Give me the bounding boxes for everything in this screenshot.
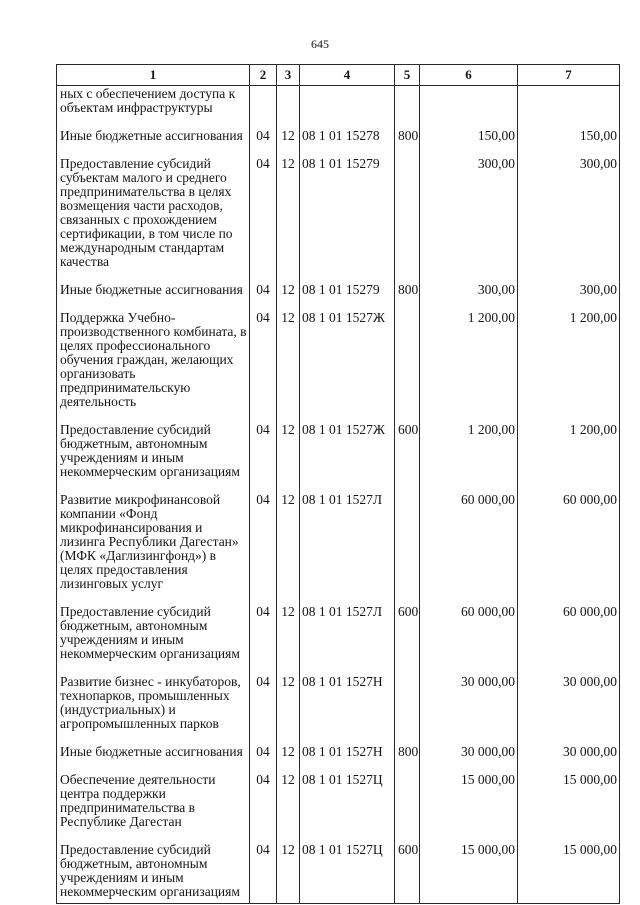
row-expense-type: [395, 157, 420, 283]
row-target-code: 08 1 01 1527Н: [300, 745, 395, 773]
row-amount-year-1: [420, 86, 518, 130]
row-name: ных с обеспечением доступа к объектам инфраструктуры: [57, 86, 250, 130]
header-col-2: 2: [250, 65, 277, 86]
row-name: Предоставление субсидий бюджетным, автономным учреждениям и иным некоммерческим организациям: [57, 605, 250, 675]
row-target-code: 08 1 01 1527Ц: [300, 773, 395, 843]
table-row: [57, 283, 620, 311]
row-section: 04: [250, 129, 277, 157]
row-amount-year-2: 30 000,00: [518, 745, 620, 773]
row-expense-type: [395, 311, 420, 423]
row-amount-year-2: 30 000,00: [518, 675, 620, 745]
row-expense-type: 600: [395, 423, 420, 493]
row-amount-year-2: 15 000,00: [518, 843, 620, 904]
row-subsection: 12: [277, 843, 300, 904]
header-col-3: 3: [277, 65, 300, 86]
row-expense-type: 600: [395, 843, 420, 904]
row-target-code: 08 1 01 15278: [300, 129, 395, 157]
row-amount-year-1: 60 000,00: [420, 493, 518, 605]
row-amount-year-1: 1 200,00: [420, 423, 518, 493]
row-name: Предоставление субсидий субъектам малого и среднего предпринимательства в целях возмещения части расходов, связанных с прохождением сертификации, в том числе по международным стандартам качества: [57, 157, 250, 283]
row-subsection: 12: [277, 493, 300, 605]
row-expense-type: 800: [395, 745, 420, 773]
row-section: 04: [250, 843, 277, 904]
row-target-code: 08 1 01 1527Ц: [300, 843, 395, 904]
row-expense-type: [395, 773, 420, 843]
row-subsection: 12: [277, 129, 300, 157]
row-name: Иные бюджетные ассигнования: [57, 283, 250, 311]
row-subsection: 12: [277, 745, 300, 773]
row-amount-year-1: 1 200,00: [420, 311, 518, 423]
row-name: Развитие микрофинансовой компании «Фонд микрофинансирования и лизинга Республики Дагестан» (МФК «Даглизингфонд») в целях предоставления лизинговых услуг: [57, 493, 250, 605]
row-name: Поддержка Учебно-производственного комбината, в целях профессионального обучения граждан, желающих организовать предпринимательскую деятельность: [57, 311, 250, 423]
row-expense-type: 600: [395, 605, 420, 675]
row-amount-year-1: 30 000,00: [420, 675, 518, 745]
row-amount-year-1: 60 000,00: [420, 605, 518, 675]
row-subsection: 12: [277, 283, 300, 311]
row-target-code: 08 1 01 1527Л: [300, 493, 395, 605]
row-section: [250, 86, 277, 130]
row-amount-year-2: 60 000,00: [518, 605, 620, 675]
row-amount-year-2: 300,00: [518, 157, 620, 283]
row-section: 04: [250, 157, 277, 283]
header-col-7: 7: [518, 65, 620, 86]
row-subsection: 12: [277, 157, 300, 283]
header-col-6: 6: [420, 65, 518, 86]
row-expense-type: [395, 86, 420, 130]
table-body: [57, 86, 620, 904]
row-amount-year-1: 150,00: [420, 129, 518, 157]
row-section: 04: [250, 311, 277, 423]
row-section: 04: [250, 493, 277, 605]
table-row: [57, 843, 620, 904]
table-row: [57, 773, 620, 843]
table-row: [57, 745, 620, 773]
row-amount-year-2: 300,00: [518, 283, 620, 311]
table-row: [57, 675, 620, 745]
header-col-5: 5: [395, 65, 420, 86]
budget-table: [56, 64, 620, 904]
row-expense-type: 800: [395, 129, 420, 157]
row-expense-type: [395, 675, 420, 745]
row-target-code: 08 1 01 1527Ж: [300, 423, 395, 493]
header-col-4: 4: [300, 65, 395, 86]
row-target-code: [300, 86, 395, 130]
row-subsection: [277, 86, 300, 130]
row-section: 04: [250, 745, 277, 773]
table-row: [57, 129, 620, 157]
row-amount-year-2: [518, 86, 620, 130]
row-name: Развитие бизнес - инкубаторов, технопарков, промышленных (индустриальных) и агропромышленных парков: [57, 675, 250, 745]
row-section: 04: [250, 283, 277, 311]
row-target-code: 08 1 01 15279: [300, 157, 395, 283]
row-section: 04: [250, 773, 277, 843]
row-subsection: 12: [277, 675, 300, 745]
row-target-code: 08 1 01 1527Н: [300, 675, 395, 745]
row-target-code: 08 1 01 15279: [300, 283, 395, 311]
header-row: [57, 65, 620, 86]
row-section: 04: [250, 675, 277, 745]
row-expense-type: 800: [395, 283, 420, 311]
table-row: [57, 86, 620, 130]
table-header: [57, 65, 620, 86]
table-row: [57, 423, 620, 493]
header-col-1: 1: [57, 65, 250, 86]
row-subsection: 12: [277, 311, 300, 423]
row-amount-year-1: 300,00: [420, 157, 518, 283]
row-target-code: 08 1 01 1527Л: [300, 605, 395, 675]
row-amount-year-1: 15 000,00: [420, 843, 518, 904]
table-row: [57, 311, 620, 423]
row-section: 04: [250, 605, 277, 675]
page-number: 645: [311, 37, 329, 51]
row-name: Иные бюджетные ассигнования: [57, 129, 250, 157]
row-name: Предоставление субсидий бюджетным, автономным учреждениям и иным некоммерческим организациям: [57, 423, 250, 493]
row-subsection: 12: [277, 423, 300, 493]
row-amount-year-1: 300,00: [420, 283, 518, 311]
row-name: Обеспечение деятельности центра поддержки предпринимательства в Республике Дагестан: [57, 773, 250, 843]
table-row: [57, 605, 620, 675]
row-name: Иные бюджетные ассигнования: [57, 745, 250, 773]
row-subsection: 12: [277, 773, 300, 843]
row-amount-year-2: 1 200,00: [518, 311, 620, 423]
row-amount-year-1: 15 000,00: [420, 773, 518, 843]
row-expense-type: [395, 493, 420, 605]
row-amount-year-1: 30 000,00: [420, 745, 518, 773]
table-row: [57, 157, 620, 283]
row-amount-year-2: 15 000,00: [518, 773, 620, 843]
row-amount-year-2: 1 200,00: [518, 423, 620, 493]
row-amount-year-2: 150,00: [518, 129, 620, 157]
row-target-code: 08 1 01 1527Ж: [300, 311, 395, 423]
row-subsection: 12: [277, 605, 300, 675]
table-row: [57, 493, 620, 605]
row-amount-year-2: 60 000,00: [518, 493, 620, 605]
row-name: Предоставление субсидий бюджетным, автономным учреждениям и иным некоммерческим организациям: [57, 843, 250, 904]
row-section: 04: [250, 423, 277, 493]
